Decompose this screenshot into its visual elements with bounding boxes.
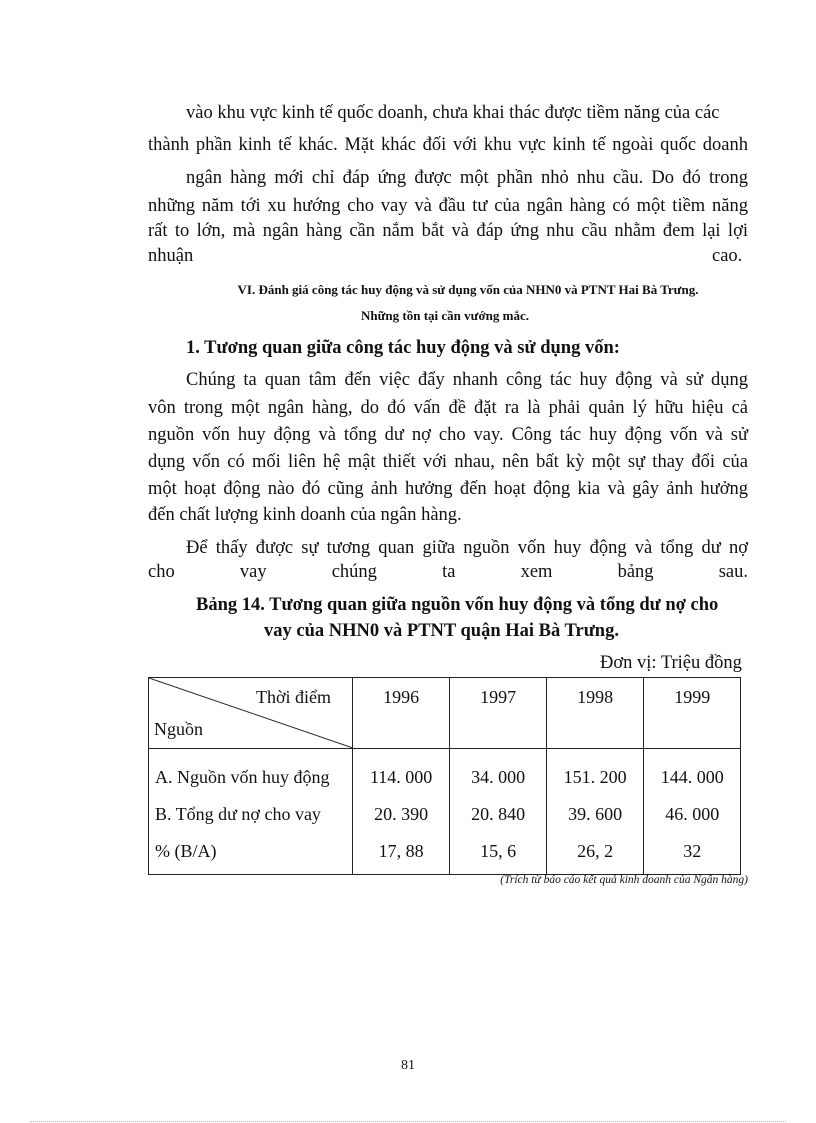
- table-cell: 39. 600: [568, 804, 623, 824]
- para3-word: chúng: [331, 562, 377, 582]
- para3-line1: Để thấy được sự tương quan giữa nguồn vốn huy động và tổng dư nợ: [186, 538, 748, 558]
- col-1998: [546, 749, 644, 875]
- para2-line1: Chúng ta quan tâm đến việc đẩy nhanh công tác huy động và sử dụng: [186, 370, 748, 390]
- table-cell: 26, 2: [577, 841, 614, 861]
- corner-bottom-label: Nguồn: [154, 719, 203, 739]
- table-cell: 114. 000: [369, 767, 433, 787]
- table-cell: 20. 390: [374, 804, 429, 824]
- year-header: 1999: [644, 678, 741, 749]
- table-cell: 46. 000: [665, 804, 720, 824]
- col-1997: [450, 749, 547, 875]
- para1-line3: ngân hàng mới chỉ đáp ứng được một phần nhỏ nhu cầu. Do đó trong: [186, 168, 748, 188]
- row-label: A. Nguồn vốn huy động: [155, 767, 330, 787]
- para1-line5: rất to lớn, mà ngân hàng cần nắm bắt và đáp ứng nhu cầu nhằm đem lại lợi: [148, 221, 748, 241]
- row-labels-cell: [149, 749, 353, 875]
- section-heading-line2: Những tồn tại cần vướng mắc.: [361, 308, 529, 323]
- para1-line4: những năm tới xu hướng cho vay và đầu tư của ngân hàng có một tiềm năng: [148, 196, 748, 216]
- para1-last-left: nhuận: [148, 246, 194, 266]
- subheading: 1. Tương quan giữa công tác huy động và sử dụng vốn:: [186, 338, 620, 358]
- table-cell: 34. 000: [471, 767, 526, 787]
- para3-word: bảng: [617, 562, 654, 582]
- para3-line2: [148, 560, 748, 584]
- table-cell: 144. 000: [660, 767, 724, 787]
- para1-line1: vào khu vực kinh tế quốc doanh, chưa khai thác được tiềm năng của các: [186, 103, 720, 123]
- para3-word: sau.: [718, 562, 748, 582]
- year-header: 1998: [546, 678, 644, 749]
- para3-word: xem: [520, 562, 553, 582]
- table-title-line2: vay của NHN0 và PTNT quận Hai Bà Trưng.: [264, 621, 619, 641]
- para3-word: vay: [239, 562, 267, 582]
- table-header-row: [149, 678, 741, 749]
- page-number: 81: [401, 1058, 415, 1073]
- row-label: % (B/A): [155, 841, 217, 861]
- para2-line4: dụng vốn có mối liên hệ mật thiết với nhau, nên bất kỳ một sự thay đổi của: [148, 452, 748, 472]
- corner-top-label: Thời điểm: [256, 687, 332, 707]
- col-1999: [644, 749, 741, 875]
- corner-cell: [149, 678, 353, 749]
- section-heading-line1: VI. Đánh giá công tác huy động và sử dụng vốn của NHN0 và PTNT Hai Bà Trưng.: [237, 282, 699, 297]
- unit-label: Đơn vị: Triệu đồng: [600, 653, 742, 673]
- para2-line5: một hoạt động nào đó cũng ảnh hưởng đến hoạt động kia và gây ảnh hưởng: [148, 479, 748, 499]
- year-header: 1997: [450, 678, 547, 749]
- para3-word: cho: [148, 562, 175, 582]
- table-title-line1: Bảng 14. Tương quan giữa nguồn vốn huy động và tổng dư nợ cho: [196, 595, 719, 615]
- para1-line2: thành phần kinh tế khác. Mặt khác đối với khu vực kinh tế ngoài quốc doanh: [148, 135, 748, 155]
- row-label: B. Tổng dư nợ cho vay: [155, 804, 321, 824]
- data-table: [148, 677, 741, 875]
- table-cell: 15, 6: [480, 841, 517, 861]
- col-1996: [352, 749, 450, 875]
- year-header: 1996: [352, 678, 450, 749]
- para2-line2: vôn trong một ngân hàng, do đó vấn đề đặt ra là phải quản lý hữu hiệu cả: [148, 398, 748, 418]
- para2-last: đến chất lượng kinh doanh của ngân hàng.: [148, 505, 462, 525]
- table-cell: 32: [683, 841, 702, 861]
- table-cell: 17, 88: [378, 841, 424, 861]
- para2-line3: nguồn vốn huy động và tổng dư nợ cho vay. Công tác huy động vốn và sử: [148, 425, 748, 445]
- table-cell: 151. 200: [563, 767, 627, 787]
- para1-last-right: cao.: [712, 246, 743, 266]
- para3-word: ta: [442, 562, 456, 582]
- table-body-row: [149, 749, 741, 875]
- table-cell: 20. 840: [471, 804, 526, 824]
- source-note: (Trích từ báo cáo kết quả kinh doanh của Ngân hàng): [500, 874, 748, 886]
- page-bottom-rule: [30, 1121, 786, 1122]
